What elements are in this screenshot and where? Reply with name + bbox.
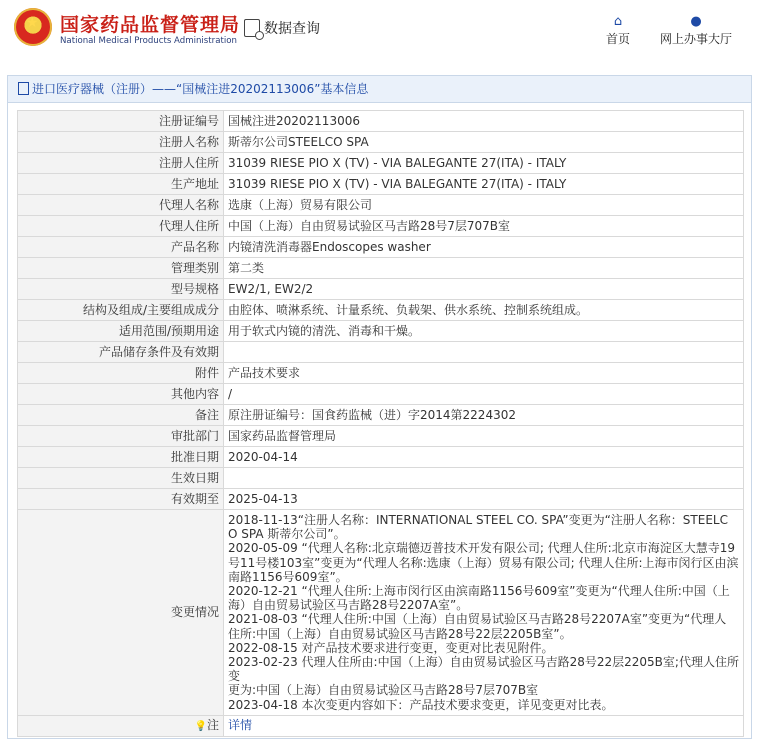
table-row (18, 384, 744, 405)
change-line: 更为:中国（上海）自由贸易试验区马吉路28号7层707B室 (228, 683, 539, 698)
table-row (18, 195, 744, 216)
table-row (18, 510, 744, 716)
row-key: 结构及组成/主要组成成分 (18, 300, 224, 321)
site-header (0, 0, 757, 64)
user-icon: ● (690, 14, 702, 29)
row-value: 用于软式内镜的清洗、消毒和干燥。 (224, 321, 744, 342)
detail-panel (7, 75, 752, 739)
row-key: 代理人名称 (18, 195, 224, 216)
change-line: 号11号楼103室”变更为“代理人名称:选康（上海）贸易有限公司; 代理人住所:上海市闵行区由滨 (228, 555, 739, 570)
change-line: 2020-12-21 “代理人住所:上海市闵行区由滨南路1156号609室”变更为“代理人住所:中国（上 (228, 584, 730, 599)
table-row (18, 426, 744, 447)
change-line: 海）自由贸易试验区马吉路28号2207A室”。 (228, 598, 469, 613)
site-title-cn[interactable]: 国家药品监督管理局 (60, 14, 241, 36)
change-line: 2021-08-03 “代理人住所:中国（上海）自由贸易试验区马吉路28号2207A室”变更为“代理人 (228, 612, 727, 627)
row-value: 斯蒂尔公司STEELCO SPA (224, 132, 744, 153)
row-key: 备注 (18, 405, 224, 426)
row-key: 生效日期 (18, 468, 224, 489)
row-key: 有效期至 (18, 489, 224, 510)
row-key: 注册证编号 (18, 111, 224, 132)
change-history (224, 510, 744, 716)
row-value: 31039 RIESE PIO X (TV) - VIA BALEGANTE 27(ITA) - ITALY (224, 174, 744, 195)
table-row (18, 715, 744, 736)
row-key: 型号规格 (18, 279, 224, 300)
row-value: 31039 RIESE PIO X (TV) - VIA BALEGANTE 27(ITA) - ITALY (224, 153, 744, 174)
row-value: 第二类 (224, 258, 744, 279)
table-row (18, 111, 744, 132)
row-value (224, 468, 744, 489)
row-key: 注册人住所 (18, 153, 224, 174)
nav-home[interactable] (606, 14, 630, 47)
change-line: 2023-04-18 本次变更内容如下：产品技术要求变更，详见变更对比表。 (228, 697, 614, 712)
row-value: / (224, 384, 744, 405)
row-key: 其他内容 (18, 384, 224, 405)
nav-online-service-hall[interactable] (660, 14, 732, 47)
document-search-icon (244, 19, 260, 37)
row-key: 适用范围/预期用途 (18, 321, 224, 342)
change-line: 2023-02-23 代理人住所由:中国（上海）自由贸易试验区马吉路28号22层2205B室;代理人住所变 (228, 655, 739, 684)
row-value: 2020-04-14 (224, 447, 744, 468)
change-line: 住所:中国（上海）自由贸易试验区马吉路28号22层2205B室”。 (228, 626, 572, 641)
row-key: 产品名称 (18, 237, 224, 258)
table-row (18, 279, 744, 300)
panel-title (8, 76, 751, 103)
data-query-label: 数据查询 (264, 21, 320, 37)
row-value (224, 342, 744, 363)
row-key: 批准日期 (18, 447, 224, 468)
change-line: 2022-08-15 对产品技术要求进行变更，变更对比表见附件。 (228, 640, 554, 655)
row-value: 产品技术要求 (224, 363, 744, 384)
table-row (18, 363, 744, 384)
row-key: 变更情况 (18, 510, 224, 716)
row-key: 附件 (18, 363, 224, 384)
data-query-link[interactable] (244, 18, 320, 38)
note-key (18, 715, 224, 736)
row-key: 代理人住所 (18, 216, 224, 237)
table-row (18, 300, 744, 321)
change-line: 2018-11-13“注册人名称：INTERNATIONAL STEEL CO. SPA”变更为“注册人名称：STEELC (228, 513, 728, 527)
table-row (18, 258, 744, 279)
row-value: 国械注进20202113006 (224, 111, 744, 132)
document-icon (18, 82, 29, 95)
national-emblem-logo[interactable] (14, 8, 52, 46)
change-line: O SPA 斯蒂尔公司”。 (228, 527, 346, 542)
row-value: 2025-04-13 (224, 489, 744, 510)
device-info-table (17, 110, 744, 737)
row-value: 国家药品监督管理局 (224, 426, 744, 447)
nav-online-service-label: 网上办事大厅 (660, 32, 733, 46)
row-key: 生产地址 (18, 174, 224, 195)
change-line: 南路1156号609室”。 (228, 569, 348, 584)
table-row (18, 174, 744, 195)
row-value: 选康（上海）贸易有限公司 (224, 195, 744, 216)
table-row (18, 321, 744, 342)
table-row (18, 468, 744, 489)
row-value: 原注册证编号：国食药监械（进）字2014第2224302 (224, 405, 744, 426)
table-row (18, 132, 744, 153)
note-value (224, 715, 744, 736)
change-line: 2020-05-09 “代理人名称:北京瑞德迈普技术开发有限公司; 代理人住所:北京市海淀区大慧寺19 (228, 541, 735, 556)
row-key: 产品储存条件及有效期 (18, 342, 224, 363)
details-link[interactable]: 详情 (228, 718, 253, 733)
site-title-en: National Medical Products Administration (60, 36, 237, 46)
nav-home-label: 首页 (606, 32, 631, 46)
table-row (18, 216, 744, 237)
panel-title-text: 进口医疗器械（注册）——“国械注进20202113006”基本信息 (32, 82, 369, 96)
table-row (18, 237, 744, 258)
row-key: 审批部门 (18, 426, 224, 447)
row-value: 中国（上海）自由贸易试验区马吉路28号7层707B室 (224, 216, 744, 237)
row-value: EW2/1, EW2/2 (224, 279, 744, 300)
row-key: 管理类别 (18, 258, 224, 279)
note-key-label: 注 (206, 717, 219, 732)
table-row (18, 489, 744, 510)
table-row (18, 153, 744, 174)
table-row (18, 447, 744, 468)
table-row (18, 405, 744, 426)
row-key: 注册人名称 (18, 132, 224, 153)
row-value: 内镜清洗消毒器Endoscopes washer (224, 237, 744, 258)
row-value: 由腔体、喷淋系统、计量系统、负载架、供水系统、控制系统组成。 (224, 300, 744, 321)
home-icon: ⌂ (613, 14, 623, 29)
lightbulb-icon: 💡 (194, 720, 207, 732)
table-row (18, 342, 744, 363)
